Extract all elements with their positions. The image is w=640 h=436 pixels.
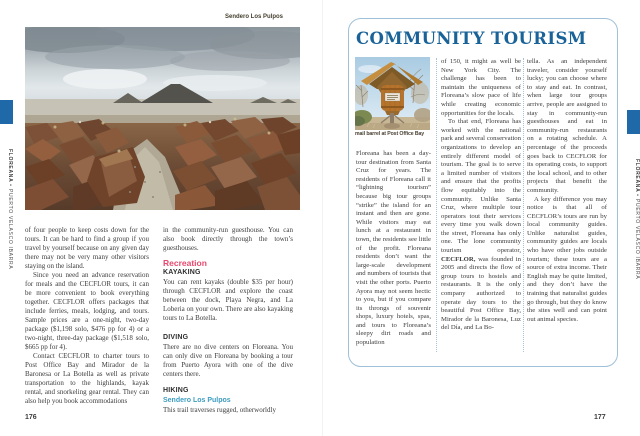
- tab-island-name: FLOREANA: [7, 148, 13, 183]
- paragraph-text: was founded in 2005 and directs the flow of group tours to hostels and restaurants. It is the only company authorized to operate day tours to the beautiful Post Office Bay, Mirador de la Baronesa, Luz del Día, and La Bo-: [441, 255, 521, 332]
- mail-barrel-caption: mail barrel at Post Office Bay: [355, 131, 425, 137]
- box-column-1: Floreana has been a day-tour destination from Santa Cruz for years. The residents of Floreana call it “lightning tourism” because big tour groups “strike” the island for an instant and then are gone. While visitors may eat lunch at a restaurant in town, the residents see little of the profit. Floreana residents don’t want the large-scale development and numbers of tourists that visit the other ports. Puerto Ayora may not seem hectic to you, but if you compare its throngs of souvenir shops, luxury hotels, spas, and tours to Floreana’s sleepy dirt roads and population: [356, 150, 431, 347]
- box-column-3: [527, 58, 607, 324]
- trail-name-heading: Sendero Los Pulpos: [163, 397, 231, 404]
- right-page-number: 177: [594, 414, 606, 421]
- lava-landscape-illustration: [25, 27, 300, 210]
- paragraph: [441, 118, 521, 333]
- paragraph: tella. As an independent traveler, consider yourself lucky; you can choose where to stay and eat. In contrast, when large tour groups arrive, people are assigned to stay in community-run guesthouses and eat in community-run restaurants on a rotating schedule. A percentage of the proceeds goes back to CECFLOR for its operating costs, to support the local school, and to other projects that benefit the community.: [527, 58, 607, 194]
- tab-area-name: PUERTO VELASCO IBARRA: [634, 198, 640, 280]
- hiking-heading: HIKING: [163, 387, 189, 394]
- paragraph: Contact CECFLOR to charter tours to Post Office Bay and Mirador de la Baronesa or La Botella as well as private transportation to the highlands, kayak rental, and snorkeling gear rental. They can also help you book accommodations: [25, 352, 149, 405]
- paragraph: of 150, it might as well be New York City. The challenge has been to maintain the uniqueness of Floreana’s slow pace of life while creating economic opportunities for the locals.: [441, 58, 521, 117]
- left-column-1: [25, 226, 149, 406]
- trail-photo-caption: Sendero Los Pulpos: [224, 14, 283, 20]
- box-title: COMMUNITY TOURISM: [356, 29, 587, 48]
- cecflor-bold: CECFLOR,: [441, 255, 476, 263]
- tab-bullet: •: [634, 192, 640, 199]
- tab-area-name: PUERTO VELASCO IBARRA: [7, 188, 13, 270]
- diving-heading: DIVING: [163, 334, 189, 341]
- mail-barrel-illustration: [355, 57, 430, 130]
- column-divider: [436, 58, 437, 352]
- recreation-heading: Recreation: [163, 258, 207, 268]
- trail-photo: [25, 27, 300, 210]
- box-column-2: [441, 58, 521, 333]
- paragraph: of four people to keep costs down for the tours. It can be hard to find a group if you travel by yourself because on any given day there may not be very many other visitors staying on the island.: [25, 226, 149, 270]
- column-divider: [523, 58, 524, 352]
- kayaking-heading: KAYAKING: [163, 269, 201, 276]
- right-page-tab: [627, 110, 640, 299]
- tab-label: [0, 129, 13, 289]
- left-page-tab: [0, 100, 13, 289]
- trail-text: This trail traverses rugged, otherworldly: [163, 406, 276, 414]
- tab-island-name: FLOREANA: [634, 158, 640, 193]
- paragraph-text: To that end, Floreana has worked with the national park and several conservation organizations to develop an entirely different model of tourism. The goal is to serve a limited number of visitors and ensure that the profits flow equitably into the community. Unlike Santa Cruz, where multiple tour operators tout their services every time you walk down the street, Floreana has only one. The lone community tourism operator,: [441, 118, 521, 255]
- paragraph: Since you need an advance reservation for meals and the CECFLOR tours, it can be more convenient to book everything together. CECFLOR offers packages that include ferries, meals, lodging, and tours. Sample prices are a one-night, two-day package ($1,198 solo, $476 pp for 4) or a two-night, three-day package ($1,518 solo, $665 pp for 4).: [25, 271, 149, 351]
- left-page-number: 176: [25, 414, 37, 421]
- tab-label: [627, 139, 640, 299]
- mail-barrel-photo: [355, 57, 430, 130]
- diving-text: There are no dive centers on Floreana. You can only dive on Floreana by booking a tour from Puerto Ayora with one of the dive centers there.: [163, 343, 293, 378]
- left-column-2-intro: in the community-run guesthouse. You can also book directly through the town’s guesthouses.: [163, 226, 293, 252]
- paragraph: A key difference you may notice is that all of CECFLOR’s tours are run by local community guides. Unlike naturalist guides, community guides are locals who have other jobs outside tourism; these tours are a source of extra income. Their English may be quite limited, and they don’t have the training that naturalist guides go through, but they do know the sites well and can point out animal species.: [527, 195, 607, 323]
- page-gutter: [322, 0, 323, 436]
- tab-blue-square: [0, 100, 13, 124]
- tab-blue-square: [627, 110, 640, 134]
- tab-bullet: •: [7, 182, 13, 189]
- kayaking-text: You can rent kayaks (double $35 per hour) through CECFLOR and explore the coast between the dock, Playa Negra, and La Loberia on your own. There are also kayaking tours to La Botella.: [163, 278, 293, 322]
